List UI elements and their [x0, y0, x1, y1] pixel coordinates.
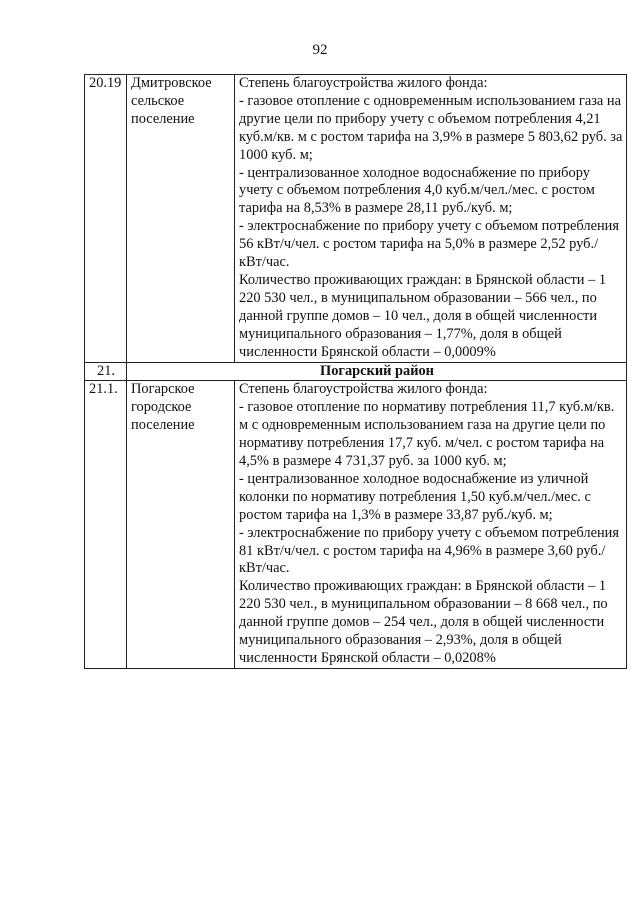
description-line: Количество проживающих граждан: в Брянской области – 1 220 530 чел., в муниципальном образовании – 566 чел., по данной группе домов – 10 чел., доля в общей численности муниципального образования – 1,77%, доля в общей численности Брянской области – 0,0009%: [239, 271, 607, 360]
description-line: - электроснабжение по прибору учету с объемом потребления 56 кВт/ч/чел. с ростом тарифа на 5,0% в размере 2,52 руб./кВт/час.: [239, 218, 619, 271]
settlement-name: Дмитровское сельское поселение: [127, 75, 235, 363]
section-row: [85, 362, 627, 381]
table-row: [85, 75, 627, 363]
description-line: - централизованное холодное водоснабжение из уличной колонки по нормативу потребления 1,50 куб.м/чел./мес. с ростом тарифа на 1,3% в размере 33,87 руб./куб. м;: [239, 470, 591, 523]
table-row: [85, 381, 627, 669]
description-line: Количество проживающих граждан: в Брянской области – 1 220 530 чел., в муниципальном образовании – 8 668 чел., по данной группе домов – 254 чел., доля в общей численности муниципального образования – 2,93%, доля в общей численности Брянской области – 0,0208%: [239, 578, 608, 666]
description-line: - централизованное холодное водоснабжение по прибору учету с объемом потребления 4,0 куб.м/чел./мес. с ростом тарифа на 8,53% в размере 28,11 руб./куб. м;: [239, 164, 595, 217]
description-line: Степень благоустройства жилого фонда:: [239, 75, 488, 91]
table-body: [85, 75, 627, 669]
description-cell: [235, 75, 627, 363]
tariff-table: [84, 74, 627, 669]
description-cell: [235, 381, 627, 669]
section-title: Погарский район: [127, 362, 627, 381]
page-number: 92: [312, 42, 328, 58]
description-line: - газовое отопление по нормативу потребления 11,7 куб.м/кв. м с одновременным использованием газа на другие цели по нормативу потребления 17,7 куб. м/чел. с ростом тарифа на 4,5% в размере 4 731,37 руб. за 1000 куб. м;: [239, 399, 615, 470]
description-line: Степень благоустройства жилого фонда:: [239, 381, 488, 398]
settlement-name: Погарское городское поселение: [127, 381, 235, 669]
row-number: 20.19: [85, 75, 127, 363]
description-line: - газовое отопление с одновременным использованием газа на другие цели по прибору учету с объемом потребления 4,21 куб.м/кв. м с ростом тарифа на 3,9% в размере 5 803,62 руб. за 1000 куб. м;: [239, 92, 623, 163]
row-number: 21.1.: [85, 381, 127, 669]
description-line: - электроснабжение по прибору учету с объемом потребления 81 кВт/ч/чел. с ростом тарифа на 4,96% в размере 3,60 руб./кВт/час.: [239, 524, 619, 577]
section-number: 21.: [85, 362, 127, 381]
